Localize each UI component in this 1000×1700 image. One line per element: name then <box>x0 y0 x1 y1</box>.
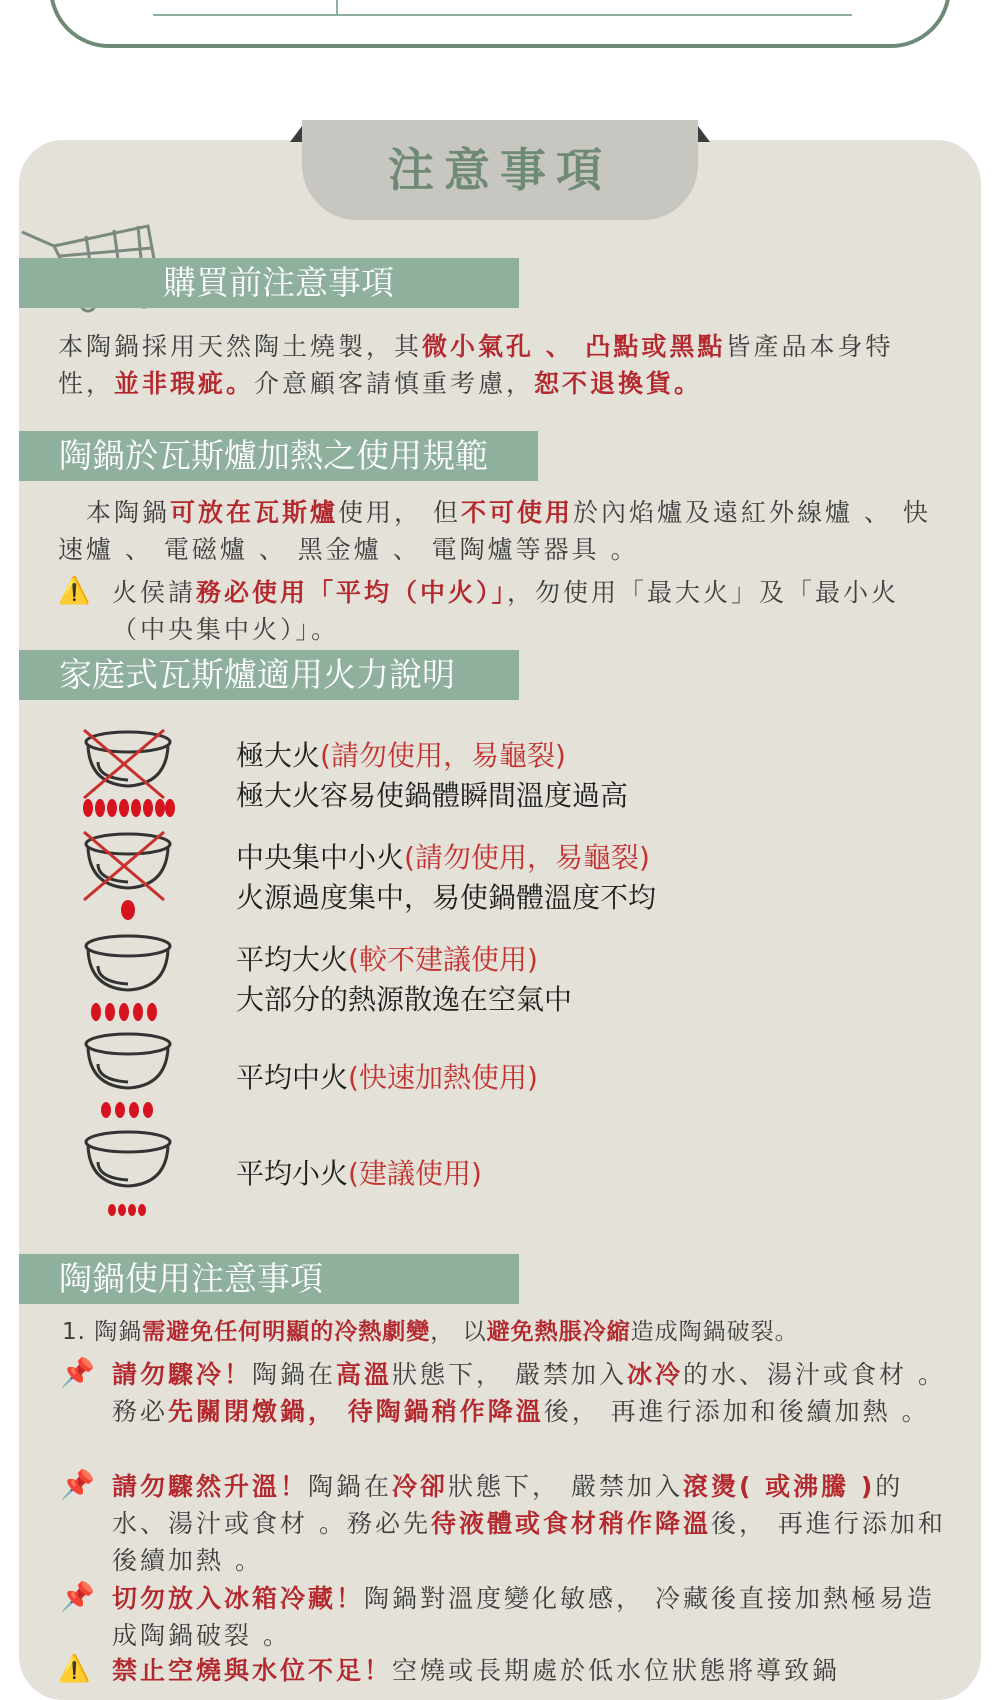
body-text: 本陶鍋採用天然陶土燒製，其 <box>58 332 423 361</box>
fire-row <box>236 736 628 816</box>
highlight-text: 先關閉燉鍋， 待陶鍋稍作降溫 <box>168 1397 544 1426</box>
pot-even-small-flame-icon <box>78 1128 178 1220</box>
fire-level-name: 平均中火 <box>236 1061 349 1094</box>
fire-level-note: (請勿使用，易龜裂) <box>404 841 650 874</box>
highlight-text: 避免熱脹冷縮 <box>486 1319 631 1345</box>
highlight-text: 高溫 <box>336 1360 393 1389</box>
highlight-text: 務必使用「平均（中火）」 <box>196 578 508 607</box>
body-text: 介意顧客請慎重考慮， <box>254 369 535 398</box>
usage-note-no-sudden-cooling <box>112 1356 948 1430</box>
section-heading-gas: 陶鍋於瓦斯爐加熱之使用規範 <box>19 431 538 481</box>
fire-level-warning <box>112 574 948 648</box>
usage-item-1 <box>62 1314 952 1351</box>
body-text: 1. 陶鍋 <box>62 1319 143 1345</box>
fire-level-desc: 大部分的熱源散逸在空氣中 <box>236 983 573 1016</box>
highlight-text: 需避免任何明顯的冷熱劇變 <box>142 1319 431 1345</box>
section-heading-usage: 陶鍋使用注意事項 <box>19 1254 519 1304</box>
highlight-text: 冷卻 <box>392 1472 449 1501</box>
highlight-text: 滾燙( 或沸騰 ) <box>683 1472 876 1501</box>
body-text: 狀態下， 嚴禁加入 <box>448 1472 683 1501</box>
fire-level-note: (快速加熱使用) <box>348 1061 538 1094</box>
body-text: 造成陶鍋破裂。 <box>630 1319 799 1345</box>
body-text: 狀態下， 嚴禁加入 <box>392 1360 627 1389</box>
body-text: 火侯請 <box>112 578 197 607</box>
pot-even-large-flame-icon <box>78 932 178 1024</box>
highlight-text: 請勿驟然升溫！ <box>112 1472 309 1501</box>
table-rule <box>153 14 852 16</box>
body-text: 的水、湯汁或食材 。務必 <box>112 1360 946 1426</box>
usage-note-no-refrigeration <box>112 1580 948 1654</box>
body-text: 空燒或長期處於低水位狀態將導致鍋 <box>392 1656 841 1685</box>
body-text: ， 以 <box>430 1319 487 1345</box>
warning-icon: ⚠️ <box>58 576 91 606</box>
warning-icon: ⚠️ <box>58 1654 91 1684</box>
body-text: 於內焰爐及遠紅外線爐 、 快速爐 、 電磁爐 、 黑金爐 、 電陶爐等器具 。 <box>58 498 931 564</box>
fire-level-note: (建議使用) <box>348 1157 482 1190</box>
panel-title: 注意事項 <box>388 143 612 197</box>
fire-row <box>236 1154 482 1194</box>
usage-note-no-sudden-heating <box>112 1468 948 1579</box>
body-text: 後， 再進行添加和後續加熱 。 <box>112 1509 946 1575</box>
pin-icon: 📌 <box>60 1468 95 1501</box>
table-column-rule <box>336 0 338 16</box>
fire-row <box>236 838 656 918</box>
pot-even-medium-flame-icon <box>78 1030 178 1122</box>
highlight-text: 恕不退換貨。 <box>534 369 703 398</box>
highlight-text: 可放在瓦斯爐 <box>170 498 339 527</box>
body-text: 使用， 但 <box>338 498 461 527</box>
body-text: 陶鍋在 <box>308 1472 393 1501</box>
body-text: 後， 再進行添加和後續加熱 。 <box>543 1397 930 1426</box>
fire-row <box>236 940 572 1020</box>
purchase-notice-text <box>58 328 948 402</box>
fire-level-note: (較不建議使用) <box>348 943 538 976</box>
fire-level-name: 平均小火 <box>236 1157 349 1190</box>
fire-row <box>236 1058 538 1098</box>
highlight-text: 禁止空燒與水位不足！ <box>112 1656 393 1685</box>
highlight-text: 待液體或食材稍作降溫 <box>430 1509 711 1538</box>
body-text: 陶鍋對溫度變化敏感， 冷藏後直接加熱極易造成陶鍋破裂 。 <box>112 1584 935 1650</box>
highlight-text: 微小氣孔 、 凸點或黑點 <box>422 332 726 361</box>
section-heading-fire: 家庭式瓦斯爐適用火力說明 <box>19 650 519 700</box>
pot-crossed-center-flame-icon <box>78 830 178 922</box>
highlight-text: 請勿驟冷！ <box>112 1360 253 1389</box>
highlight-text: 冰冷 <box>627 1360 684 1389</box>
body-text: ，勿使用「最大火」及「最小火（中央集中火）」。 <box>112 578 900 644</box>
highlight-text: 不可使用 <box>460 498 573 527</box>
gas-usage-text <box>58 494 948 568</box>
previous-table-frame <box>49 0 951 48</box>
body-text: 皆產品本身特性， <box>58 332 894 398</box>
fire-level-desc: 極大火容易使鍋體瞬間溫度過高 <box>236 779 629 812</box>
fire-level-desc: 火源過度集中，易使鍋體溫度不均 <box>236 881 657 914</box>
fire-level-name: 極大火 <box>236 739 321 772</box>
body-text: 陶鍋在 <box>252 1360 337 1389</box>
highlight-text: 並非瑕疵。 <box>114 369 255 398</box>
body-text: 本陶鍋 <box>58 498 171 527</box>
fire-level-note: (請勿使用，易龜裂) <box>320 739 566 772</box>
section-heading-purchase: 購買前注意事項 <box>19 258 519 308</box>
body-text: 的水、湯汁或食材 。務必先 <box>112 1472 904 1538</box>
highlight-text: 切勿放入冰箱冷藏！ <box>112 1584 365 1613</box>
pot-crossed-large-flame-icon <box>78 728 178 820</box>
fire-level-name: 中央集中小火 <box>236 841 405 874</box>
pin-icon: 📌 <box>60 1356 95 1389</box>
pin-icon: 📌 <box>60 1580 95 1613</box>
fire-level-name: 平均大火 <box>236 943 349 976</box>
